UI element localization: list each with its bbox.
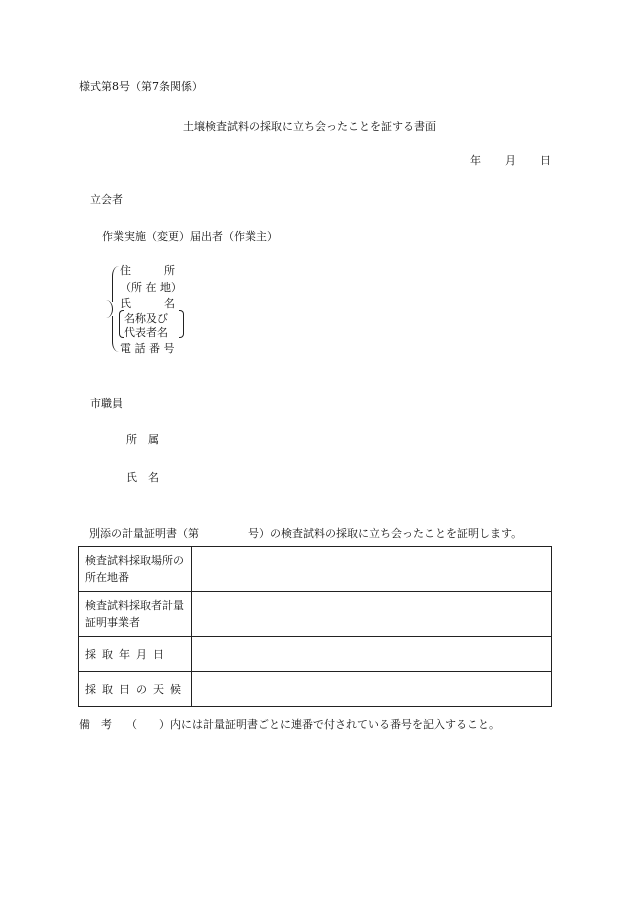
document-title: 土壌検査試料の採取に立ち会ったことを証する書面	[183, 120, 436, 133]
address-label: 住 所	[120, 264, 175, 277]
row-value-weather[interactable]	[192, 672, 552, 707]
row-label-sampler: 検査試料採取者計量証明事業者	[79, 592, 192, 637]
sampling-info-table	[78, 546, 552, 707]
brace-top	[112, 266, 119, 302]
official-heading: 市職員	[90, 397, 123, 410]
note-text: （ ）内には計量証明書ごとに連番で付されている番号を記入すること。	[126, 718, 500, 731]
corp-name-label: 名称及び	[124, 312, 168, 325]
form-number: 様式第8号（第7条関係）	[79, 80, 203, 93]
inner-bracket-right	[179, 310, 184, 338]
name-label: 氏 名	[120, 297, 175, 310]
row-value-sampler[interactable]	[192, 592, 552, 637]
table-row	[79, 547, 552, 592]
row-value-sampling-location[interactable]	[192, 547, 552, 592]
brace-bottom	[112, 316, 119, 352]
witness-heading: 立会者	[90, 193, 123, 206]
table-row	[79, 592, 552, 637]
row-value-sampling-date[interactable]	[192, 637, 552, 672]
statement-prefix: 別添の計量証明書（第	[89, 527, 199, 540]
representative-label: 代表者名	[124, 326, 168, 339]
date-day-label: 日	[540, 154, 551, 167]
table-row	[79, 672, 552, 707]
location-label: （所 在 地）	[120, 281, 182, 294]
official-name-label: 氏 名	[126, 471, 159, 484]
note-label: 備 考	[79, 718, 112, 731]
applicant-label: 作業実施（変更）届出者（作業主）	[102, 230, 278, 243]
row-label-sampling-location: 検査試料採取場所の所在地番	[79, 547, 192, 592]
statement-suffix: 号）の検査試料の採取に立ち会ったことを証明します。	[248, 527, 523, 540]
row-label-weather: 採取日の天候	[79, 672, 192, 707]
date-year-label: 年	[470, 154, 481, 167]
affiliation-label: 所 属	[126, 433, 159, 446]
table-row	[79, 637, 552, 672]
phone-label: 電 話 番 号	[120, 342, 175, 355]
date-month-label: 月	[505, 154, 516, 167]
row-label-sampling-date: 採取年月日	[79, 637, 192, 672]
